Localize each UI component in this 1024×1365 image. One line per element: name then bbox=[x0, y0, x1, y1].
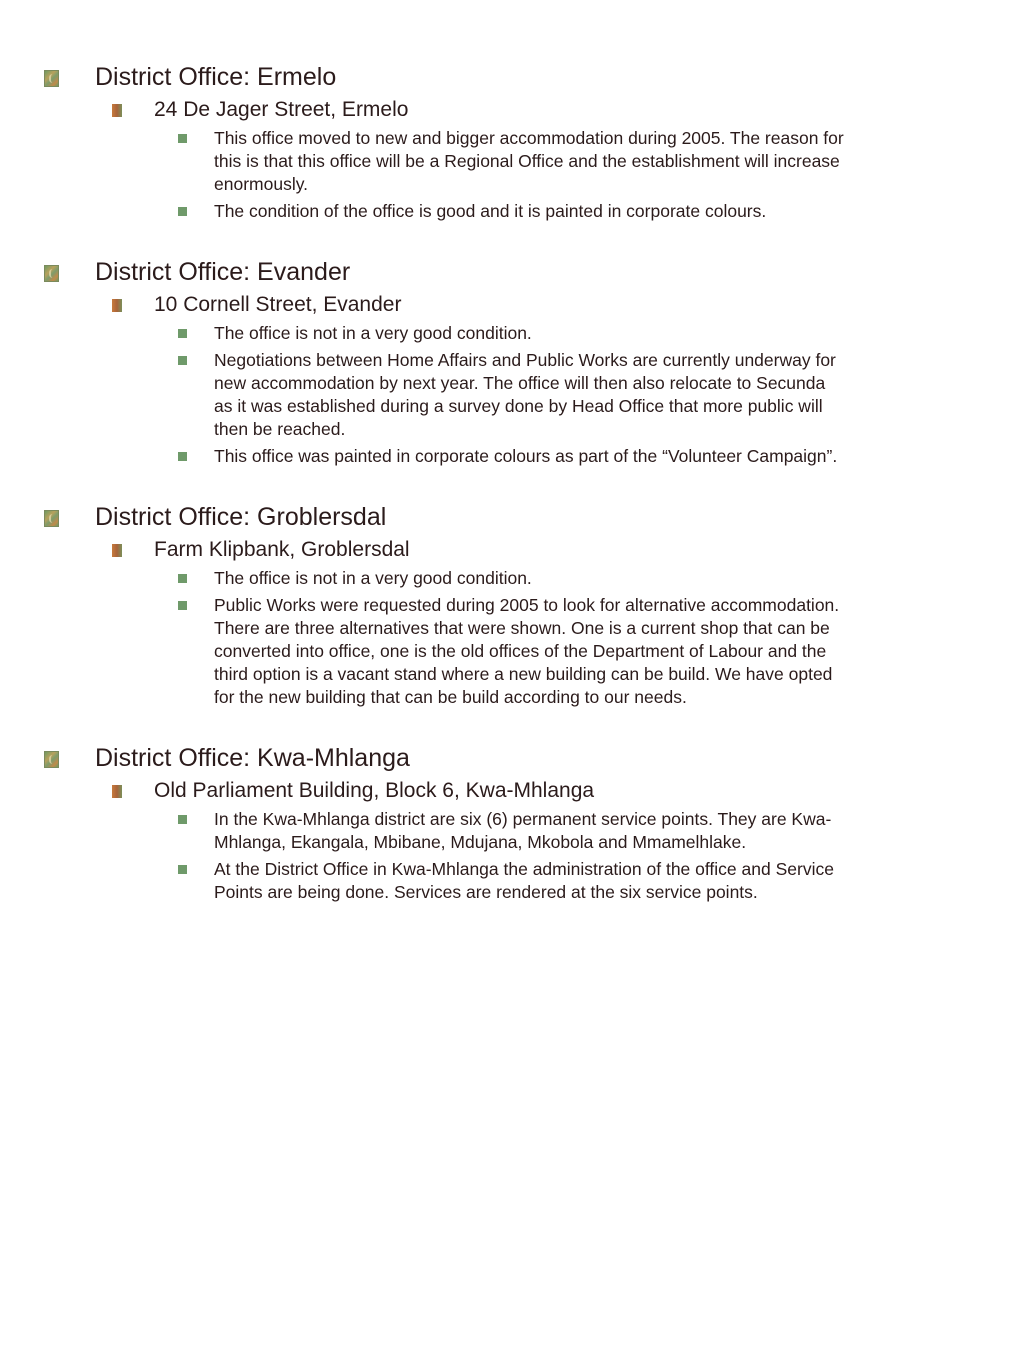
level3-bullet-icon bbox=[178, 356, 187, 365]
level1-bullet-icon bbox=[44, 265, 59, 282]
level2-bullet-icon bbox=[112, 785, 122, 798]
district-heading bbox=[0, 62, 1024, 92]
district-heading-text: District Office: Groblersdal bbox=[95, 503, 387, 531]
document-page bbox=[0, 62, 1024, 938]
point-text: The office is not in a very good condition. bbox=[214, 323, 532, 343]
district-heading bbox=[0, 257, 1024, 287]
list-item bbox=[0, 594, 1024, 709]
point-text: Public Works were requested during 2005 to look for alternative accommodation. There are three alternatives that were shown. One is a current shop that can be converted into office, one is the old offices of the Department of Labour and the third option is a vacant stand where a new building can be build. We have opted for the new building that can be build according to our needs. bbox=[214, 595, 840, 707]
level3-bullet-icon bbox=[178, 452, 187, 461]
level2-bullet-icon bbox=[112, 544, 122, 557]
level1-bullet-icon bbox=[44, 510, 59, 527]
district-points-list bbox=[0, 322, 1024, 468]
list-item bbox=[0, 127, 1024, 196]
district-address-text: 10 Cornell Street, Evander bbox=[154, 293, 402, 316]
level1-bullet-icon bbox=[44, 751, 59, 768]
point-text: The condition of the office is good and it is painted in corporate colours. bbox=[214, 201, 767, 221]
level3-bullet-icon bbox=[178, 815, 187, 824]
district-heading bbox=[0, 502, 1024, 532]
district-address-text: Old Parliament Building, Block 6, Kwa-Mhlanga bbox=[154, 779, 595, 802]
level3-bullet-icon bbox=[178, 865, 187, 874]
district-address bbox=[0, 778, 1024, 804]
list-item bbox=[0, 567, 1024, 590]
point-text: Negotiations between Home Affairs and Public Works are currently underway for new accommodation by next year. The office will then also relocate to Secunda as it was established during a survey done by Head Office that more public will then be reached. bbox=[214, 350, 836, 439]
district-points-list bbox=[0, 127, 1024, 223]
list-item bbox=[0, 858, 1024, 904]
point-text: This office was painted in corporate colours as part of the “Volunteer Campaign”. bbox=[214, 446, 838, 466]
district-address-text: 24 De Jager Street, Ermelo bbox=[154, 98, 409, 121]
district-address bbox=[0, 537, 1024, 563]
list-item bbox=[0, 445, 1024, 468]
district-address-text: Farm Klipbank, Groblersdal bbox=[154, 538, 410, 561]
district-heading-text: District Office: Evander bbox=[95, 258, 351, 286]
district-section-ermelo bbox=[0, 62, 1024, 223]
district-section-evander bbox=[0, 257, 1024, 468]
list-item bbox=[0, 200, 1024, 223]
district-points-list bbox=[0, 808, 1024, 904]
district-address bbox=[0, 97, 1024, 123]
list-item bbox=[0, 349, 1024, 441]
district-heading bbox=[0, 743, 1024, 773]
list-item bbox=[0, 808, 1024, 854]
district-address bbox=[0, 292, 1024, 318]
point-text: This office moved to new and bigger accommodation during 2005. The reason for this is that this office will be a Regional Office and the establishment will increase enormously. bbox=[214, 128, 844, 194]
point-text: In the Kwa-Mhlanga district are six (6) permanent service points. They are Kwa-Mhlanga, Ekangala, Mbibane, Mdujana, Mkobola and Mmamelhlake. bbox=[214, 809, 832, 852]
level2-bullet-icon bbox=[112, 299, 122, 312]
list-item bbox=[0, 322, 1024, 345]
district-section-kwa-mhlanga bbox=[0, 743, 1024, 904]
district-heading-text: District Office: Kwa-Mhlanga bbox=[95, 744, 410, 772]
point-text: At the District Office in Kwa-Mhlanga the administration of the office and Service Points are being done. Services are rendered at the six service points. bbox=[214, 859, 834, 902]
level1-bullet-icon bbox=[44, 70, 59, 87]
district-heading-text: District Office: Ermelo bbox=[95, 63, 337, 91]
point-text: The office is not in a very good condition. bbox=[214, 568, 532, 588]
level3-bullet-icon bbox=[178, 574, 187, 583]
level3-bullet-icon bbox=[178, 329, 187, 338]
level2-bullet-icon bbox=[112, 104, 122, 117]
level3-bullet-icon bbox=[178, 134, 187, 143]
district-section-groblersdal bbox=[0, 502, 1024, 709]
level3-bullet-icon bbox=[178, 207, 187, 216]
district-points-list bbox=[0, 567, 1024, 709]
level3-bullet-icon bbox=[178, 601, 187, 610]
